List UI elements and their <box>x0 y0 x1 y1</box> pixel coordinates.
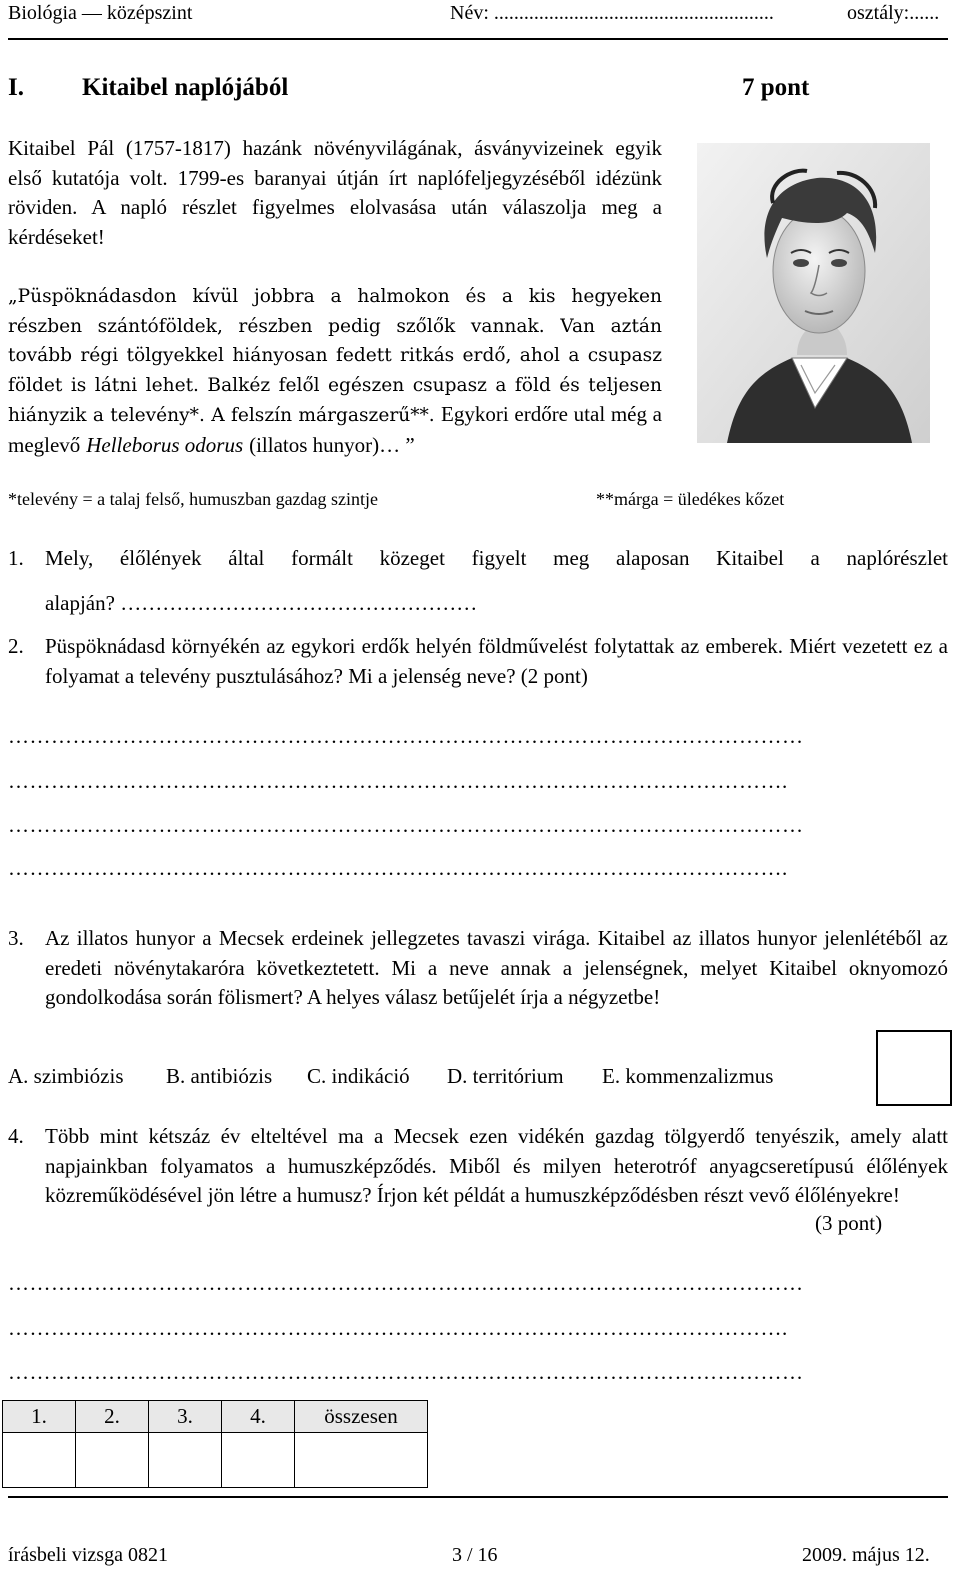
footnote-televeny: *televény = a talaj felső, humuszban gazdag szintje <box>8 489 379 509</box>
question-3-text: Az illatos hunyor a Mecsek erdeinek jellegzetes tavaszi virága. Kitaibel az illatos hunyor jelenlétéből az eredeti növénytakaróra következtetett. Mi a neve annak a jelenségnek, melyet Kitaibel oknyomozó gondolkodása során fölismert? A helyes válasz betűjelét írja a négyzetbe! <box>45 926 948 1010</box>
score-cell-total[interactable] <box>295 1433 428 1488</box>
question-4-text: Több mint kétszáz év elteltével ma a Mecsek ezen vidékén gazdag tölgyerdő tenyészik, amely alatt napjainkban folyamatos a humuszképződés. Miből és milyen heterotróf anyagcseretípusú élőlények közreműködésével jön létre a humusz? Írjon két példát a humuszképződésben részt vevő élőlényekre! <box>45 1124 948 1208</box>
question-4-points: (3 pont) <box>815 1211 883 1235</box>
kitaibel-portrait-image <box>697 143 930 443</box>
question-1 <box>8 544 948 574</box>
question-4-number: 4. <box>8 1124 24 1148</box>
section-number: I. <box>8 74 24 101</box>
score-header-total: összesen <box>295 1401 428 1433</box>
question-2 <box>8 632 948 691</box>
question-1-text: Mely, élőlények által formált közeget figyelt meg alaposan Kitaibel a naplórészlet <box>45 546 948 570</box>
quote-part3: (illatos hunyor)… ” <box>249 432 415 457</box>
option-c: C. indikáció <box>307 1064 410 1088</box>
quote-species-name: Helleborus odorus <box>86 432 244 457</box>
score-cell-3[interactable] <box>149 1433 222 1488</box>
score-cell-2[interactable] <box>76 1433 149 1488</box>
score-cell-4[interactable] <box>222 1433 295 1488</box>
score-header-4: 4. <box>222 1401 295 1433</box>
footer-rule <box>8 1496 948 1498</box>
header-class-field: osztály:...... <box>847 2 940 24</box>
quote-part2: Egykori erdőre utal még a meglevő <box>8 402 662 457</box>
answer-line-2a[interactable]: ………………………………………………………………………………………………… <box>8 724 804 748</box>
answer-line-4a[interactable]: ………………………………………………………………………………………………… <box>8 1271 804 1295</box>
header-subject: Biológia — középszint <box>8 2 193 24</box>
header-rule <box>8 38 948 40</box>
score-header-1: 1. <box>3 1401 76 1433</box>
question-1-continuation <box>45 591 477 616</box>
question-2-number: 2. <box>8 634 24 658</box>
question-3-number: 3. <box>8 926 24 950</box>
score-header-2: 2. <box>76 1401 149 1433</box>
question-4 <box>8 1122 948 1211</box>
diary-quote <box>8 282 662 462</box>
section-points: 7 pont <box>742 74 810 101</box>
header-name-field: Név: ........................................................ <box>450 2 774 24</box>
question-3-answer-box[interactable] <box>876 1030 952 1106</box>
answer-line-4b[interactable]: ………………………………………………………………………………………………. <box>8 1316 788 1340</box>
answer-line-4c[interactable]: ………………………………………………………………………………………………… <box>8 1360 804 1384</box>
question-1-number: 1. <box>8 546 24 570</box>
option-e: E. kommenzalizmus <box>602 1064 774 1088</box>
intro-paragraph: Kitaibel Pál (1757-1817) hazánk növényvilágának, ásványvizeinek egyik első kutatója volt. 1799-es baranyai útján írt naplófeljegyzéséből idézünk röviden. A napló részlet figyelmes elolvasása után válaszolja meg a kérdéseket! <box>8 136 662 249</box>
question-3 <box>8 924 948 1013</box>
question-3-options <box>8 1064 773 1089</box>
section-title: Kitaibel naplójából <box>82 74 289 101</box>
score-cell-1[interactable] <box>3 1433 76 1488</box>
footer-date: 2009. május 12. <box>802 1544 930 1566</box>
score-table <box>2 1400 428 1488</box>
answer-line-2d[interactable]: ………………………………………………………………………………………………. <box>8 856 788 880</box>
footer-page-number: 3 / 16 <box>452 1544 498 1566</box>
question-1-answer-line[interactable]: …………………………………………… <box>120 591 478 615</box>
answer-line-2b[interactable]: ………………………………………………………………………………………………. <box>8 769 788 793</box>
footer-exam-code: írásbeli vizsga 0821 <box>8 1544 168 1566</box>
option-a: A. szimbiózis <box>8 1064 124 1088</box>
score-header-3: 3. <box>149 1401 222 1433</box>
footnote-marga: **márga = üledékes kőzet <box>596 489 785 509</box>
answer-line-2c[interactable]: ………………………………………………………………………………………………… <box>8 813 804 837</box>
option-b: B. antibiózis <box>166 1064 273 1088</box>
question-2-text: Püspöknádasd környékén az egykori erdők helyén földművelést folytattak az emberek. Miért vezetett ez a folyamat a televény pusztulásához? Mi a jelenség neve? (2 pont) <box>45 634 948 688</box>
option-d: D. territórium <box>447 1064 564 1088</box>
quote-part1: „Püspöknádasdon kívül jobbra a halmokon és a kis hegyeken részben szántóföldek, részben pedig szőlők vannak. Van aztán tovább régi tölgyekkel hiányosan fedett ritkás erdő, ahol a csupasz földet is látni lehet. Balkéz felől egészen csupasz a föld és teljesen hiányzik a televény*. A felszín márgaszerű**. <box>8 286 662 427</box>
question-1-text-end: alapján? <box>45 591 115 615</box>
